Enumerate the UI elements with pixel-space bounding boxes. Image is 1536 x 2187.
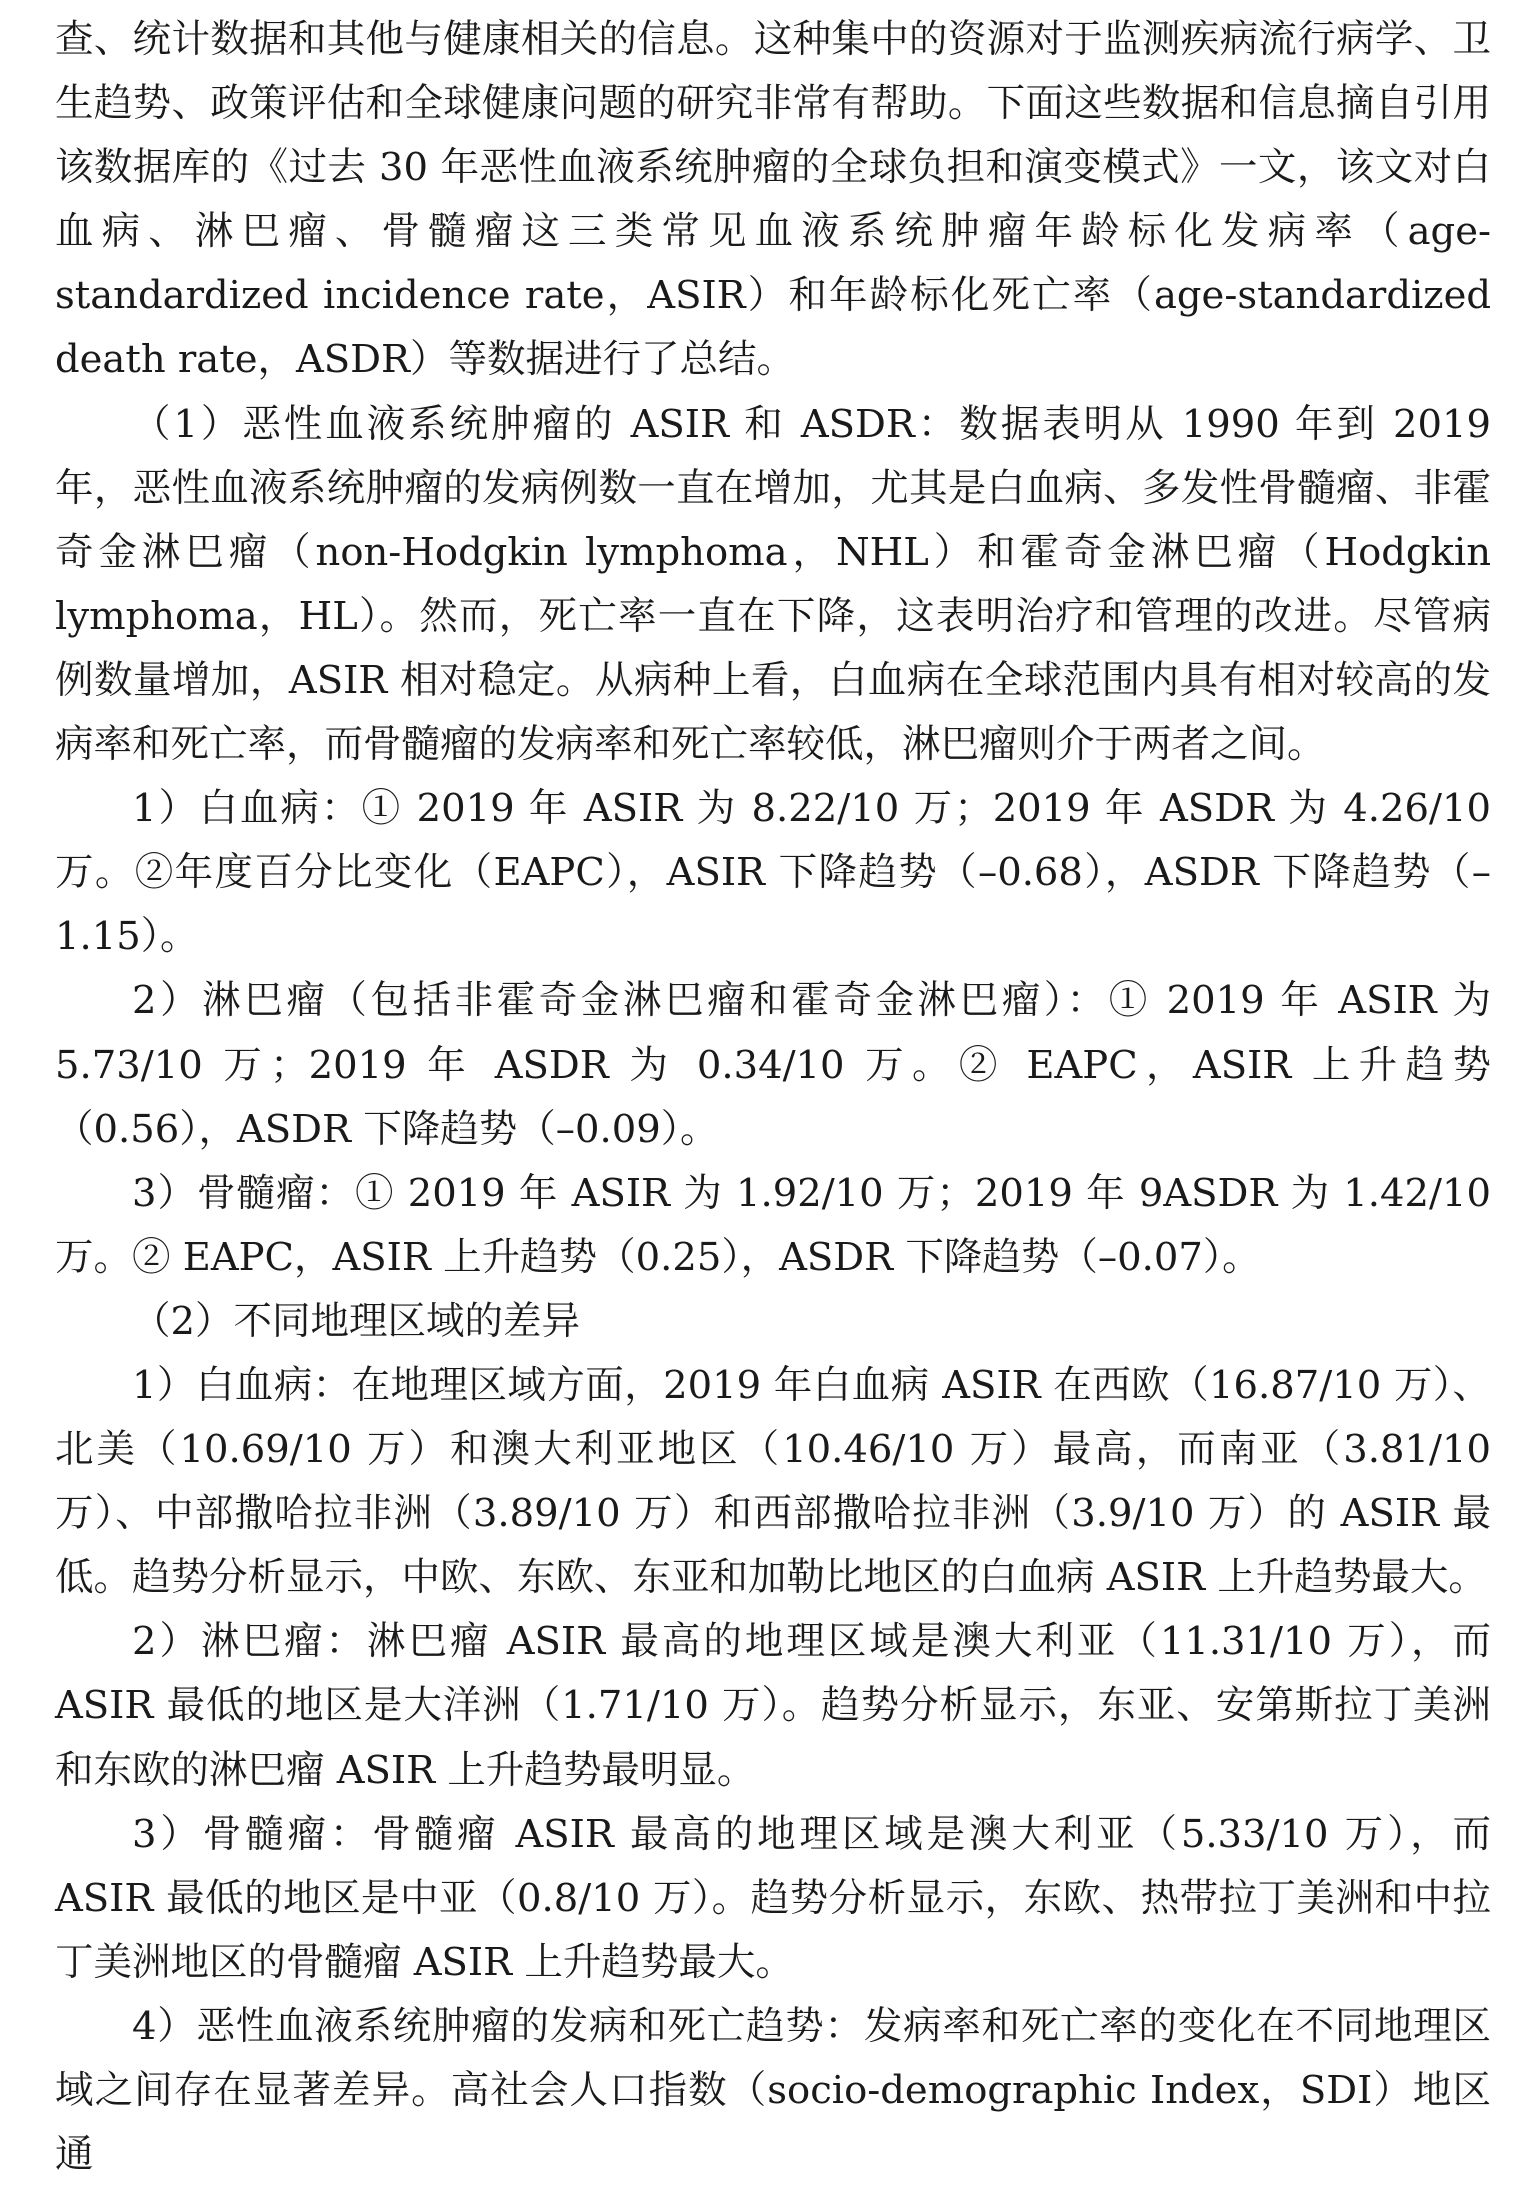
paragraph-regional-lymphoma: 2）淋巴瘤：淋巴瘤 ASIR 最高的地理区域是澳大利亚（11.31/10 万），而 ASIR 最低的地区是大洋洲（1.71/10 万）。趋势分析显示，东亚、安第斯拉丁美洲和东欧的淋巴瘤 ASIR 上升趋势最明显。: [55, 1619, 1491, 1793]
document-body: [55, 8, 1491, 2187]
paragraph-leukemia-rates: 1）白血病：① 2019 年 ASIR 为 8.22/10 万；2019 年 ASDR 为 4.26/10 万。②年度百分比变化（EAPC），ASIR 下降趋势（–0.68），ASDR 下降趋势（–1.15）。: [55, 786, 1491, 960]
paragraph-intro: 查、统计数据和其他与健康相关的信息。这种集中的资源对于监测疾病流行病学、卫生趋势、政策评估和全球健康问题的研究非常有帮助。下面这些数据和信息摘自引用该数据库的《过去 30 年恶性血液系统肿瘤的全球负担和演变模式》一文，该文对白血病、淋巴瘤、骨髓瘤这三类常见血液系统肿瘤年龄标化发病率（age-standardized incidence rate，ASIR）和年龄标化死亡率（age-standardized death rate，ASDR）等数据进行了总结。: [55, 17, 1491, 383]
paragraph-incidence-death-trends: 4）恶性血液系统肿瘤的发病和死亡趋势：发病率和死亡率的变化在不同地理区域之间存在显著差异。高社会人口指数（socio-demographic Index，SDI）地区通: [55, 2003, 1491, 2178]
paragraph-regional-myeloma: 3）骨髓瘤：骨髓瘤 ASIR 最高的地理区域是澳大利亚（5.33/10 万），而 ASIR 最低的地区是中亚（0.8/10 万）。趋势分析显示，东欧、热带拉丁美洲和中拉丁美洲地区的骨髓瘤 ASIR 上升趋势最大。: [55, 1811, 1491, 1985]
paragraph-lymphoma-rates: 2）淋巴瘤（包括非霍奇金淋巴瘤和霍奇金淋巴瘤）：① 2019 年 ASIR 为 5.73/10 万；2019 年 ASDR 为 0.34/10 万。② EAPC，ASIR 上升趋势（0.56），ASDR 下降趋势（–0.09）。: [55, 978, 1491, 1152]
paragraph-regional-leukemia: 1）白血病：在地理区域方面，2019 年白血病 ASIR 在西欧（16.87/10 万）、北美（10.69/10 万）和澳大利亚地区（10.46/10 万）最高，而南亚（3.81/10 万）、中部撒哈拉非洲（3.89/10 万）和西部撒哈拉非洲（3.9/10 万）的 ASIR 最低。趋势分析显示，中欧、东欧、东亚和加勒比地区的白血病 ASIR 上升趋势最大。: [55, 1362, 1491, 1601]
section-heading-regional-differences: （2）不同地理区域的差异: [132, 1298, 580, 1344]
paragraph-myeloma-rates: 3）骨髓瘤：① 2019 年 ASIR 为 1.92/10 万；2019 年 9ASDR 为 1.42/10 万。② EAPC，ASIR 上升趋势（0.25），ASDR 下降趋势（–0.07）。: [55, 1170, 1491, 1280]
paragraph-section-1-asir-asdr: （1）恶性血液系统肿瘤的 ASIR 和 ASDR：数据表明从 1990 年到 2019 年，恶性血液系统肿瘤的发病例数一直在增加，尤其是白血病、多发性骨髓瘤、非霍奇金淋巴瘤（non-Hodgkin lymphoma，NHL）和霍奇金淋巴瘤（Hodgkin lymphoma，HL）。然而，死亡率一直在下降，这表明治疗和管理的改进。尽管病例数量增加，ASIR 相对稳定。从病种上看，白血病在全球范围内具有相对较高的发病率和死亡率，而骨髓瘤的发病率和死亡率较低，淋巴瘤则介于两者之间。: [55, 401, 1491, 768]
